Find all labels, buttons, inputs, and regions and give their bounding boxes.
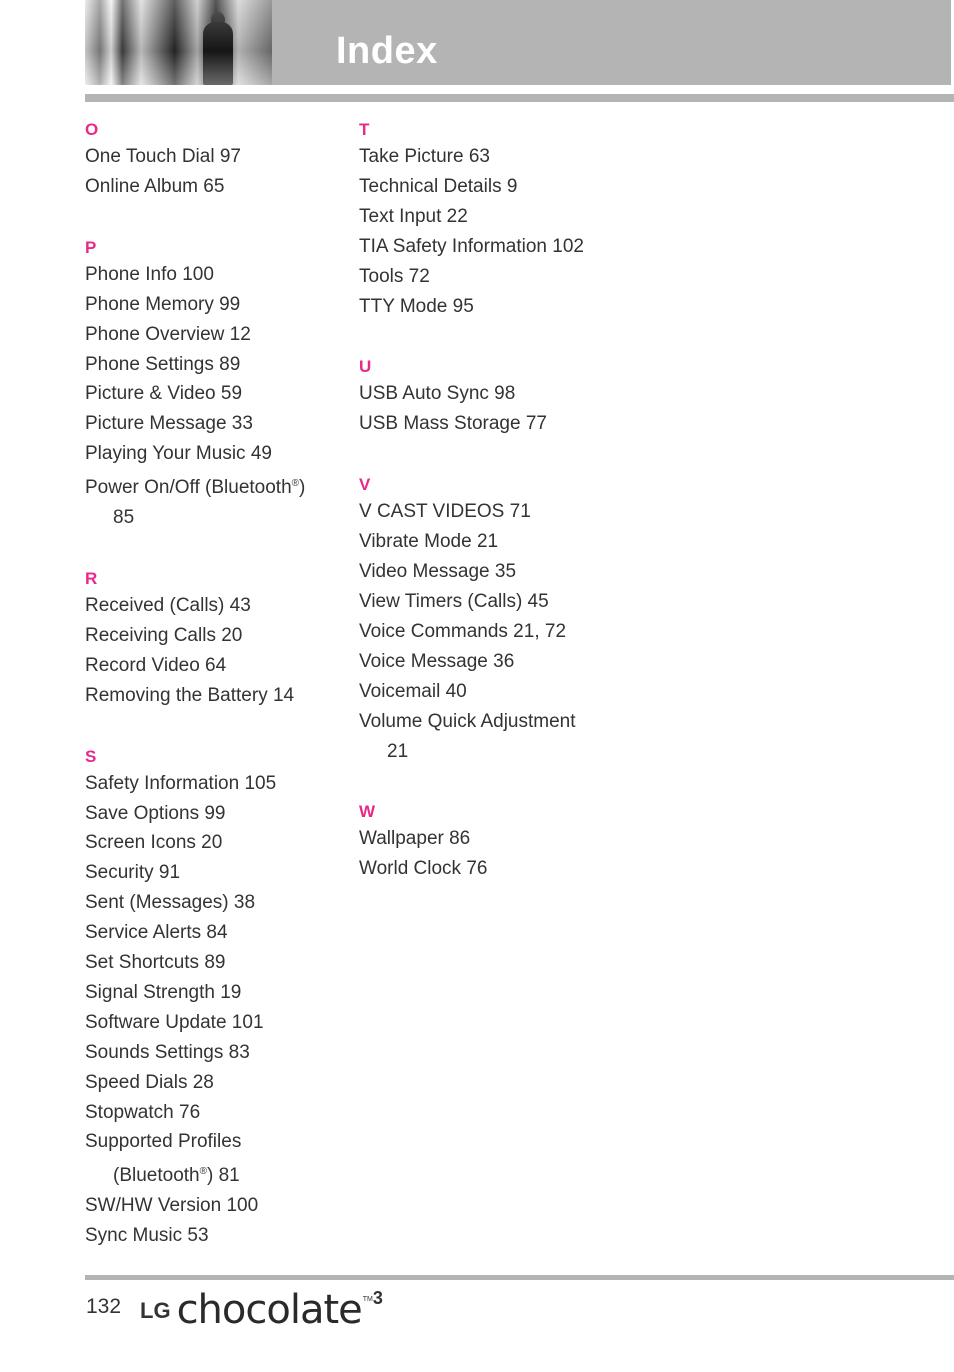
index-entry: Picture & Video 59 xyxy=(85,383,243,405)
section-letter-o: O xyxy=(85,120,99,139)
index-entry: TIA Safety Information 102 xyxy=(359,235,584,257)
index-entry: Set Shortcuts 89 xyxy=(85,952,226,974)
index-entry: Wallpaper 86 xyxy=(359,828,471,850)
index-entry: Vibrate Mode 21 xyxy=(359,531,499,553)
index-entry: One Touch Dial 97 xyxy=(85,146,241,167)
index-entry: Phone Memory 99 xyxy=(85,293,241,315)
index-entry: Service Alerts 84 xyxy=(85,922,228,944)
registered-mark: ® xyxy=(199,1166,207,1178)
registered-mark: ® xyxy=(291,478,300,490)
index-entry: Phone Overview 12 xyxy=(85,323,251,345)
index-entry: Removing the Battery 14 xyxy=(85,684,295,706)
index-entry: Stopwatch 76 xyxy=(85,1101,201,1123)
entry-text: ) 81 xyxy=(207,1165,240,1187)
index-entry: View Timers (Calls) 45 xyxy=(359,590,549,612)
index-entry: USB Auto Sync 98 xyxy=(359,383,516,405)
index-entry-volume xyxy=(359,707,619,767)
index-entry: SW/HW Version 100 xyxy=(85,1195,259,1217)
index-entry: Online Album 65 xyxy=(85,175,225,197)
entry-page: 21 xyxy=(387,740,409,762)
entry-page: 85 xyxy=(113,507,135,529)
index-entry: Received (Calls) 43 xyxy=(85,594,251,616)
index-entry: Safety Information 105 xyxy=(85,772,277,794)
brand-lg: LG xyxy=(140,1298,171,1323)
index-entry: Text Input 22 xyxy=(359,205,468,227)
index-entry: TTY Mode 95 xyxy=(359,295,474,317)
index-entry: Sounds Settings 83 xyxy=(85,1041,250,1063)
section-letter-r: R xyxy=(85,568,98,588)
page-title: Index xyxy=(336,30,438,72)
index-entry: Speed Dials 28 xyxy=(85,1071,214,1093)
entry-text: Volume Quick Adjustment xyxy=(359,710,576,732)
brand-logo xyxy=(140,1280,383,1333)
entry-text: (Bluetooth xyxy=(113,1165,200,1187)
section-letter-v: V xyxy=(359,475,371,495)
index-entry: USB Mass Storage 77 xyxy=(359,413,547,435)
index-entry: Video Message 35 xyxy=(359,561,517,583)
index-entry: Tools 72 xyxy=(359,265,430,287)
index-entry: Software Update 101 xyxy=(85,1011,264,1033)
index-column-right xyxy=(359,117,619,884)
index-entry-power xyxy=(85,469,345,533)
index-entry: Screen Icons 20 xyxy=(85,832,223,854)
index-entry: Sent (Messages) 38 xyxy=(85,892,256,914)
brand-name: chocolate xyxy=(176,1287,362,1333)
section-letter-t: T xyxy=(359,120,370,139)
entry-text: Power On/Off (Bluetooth xyxy=(85,477,292,499)
entry-text: Supported Profiles xyxy=(85,1131,242,1153)
index-entry: Phone Info 100 xyxy=(85,263,214,285)
header-photo xyxy=(85,0,272,85)
photo-shade xyxy=(85,0,272,85)
index-entry: World Clock 76 xyxy=(359,858,488,880)
entry-continuation xyxy=(85,1157,345,1191)
section-letter-s: S xyxy=(85,746,97,766)
index-entry: V CAST VIDEOS 71 xyxy=(359,501,531,523)
index-entry: Save Options 99 xyxy=(85,802,226,824)
index-entry: Signal Strength 19 xyxy=(85,981,242,1003)
index-entry: Technical Details 9 xyxy=(359,175,518,197)
brand-trademark: TM xyxy=(362,1296,373,1303)
page-number: 132 xyxy=(86,1295,122,1318)
index-entry: Picture Message 33 xyxy=(85,413,253,435)
section-letter-w: W xyxy=(359,802,376,822)
index-entry: Sync Music 53 xyxy=(85,1225,209,1247)
index-entry: Phone Settings 89 xyxy=(85,353,241,375)
index-entry: Voicemail 40 xyxy=(359,680,467,702)
brand-number: 3 xyxy=(372,1288,383,1308)
index-entry: Receiving Calls 20 xyxy=(85,624,243,646)
index-entry: Voice Commands 21, 72 xyxy=(359,620,567,642)
section-letter-u: U xyxy=(359,357,372,377)
entry-text: ) xyxy=(299,477,306,499)
index-entry: Voice Message 36 xyxy=(359,650,515,672)
index-entry-profiles xyxy=(85,1127,345,1191)
top-rule xyxy=(85,94,954,102)
index-entry: Playing Your Music 49 xyxy=(85,443,272,465)
index-entry: Take Picture 63 xyxy=(359,146,490,167)
section-letter-p: P xyxy=(85,237,97,257)
index-entry: Record Video 64 xyxy=(85,654,227,676)
index-entry: Security 91 xyxy=(85,862,181,884)
index-column-left xyxy=(85,117,345,1251)
